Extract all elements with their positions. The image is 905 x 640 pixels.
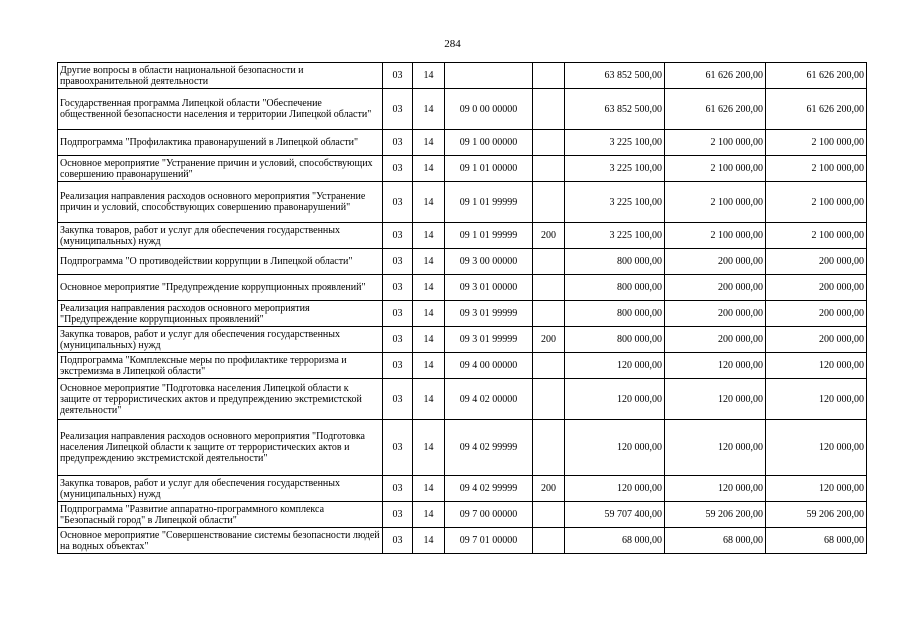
row-amount-3: 68 000,00: [766, 528, 867, 554]
row-amount-3: 2 100 000,00: [766, 130, 867, 156]
row-amount-1: 120 000,00: [565, 476, 665, 502]
row-section: 03: [383, 223, 413, 249]
row-subsection: 14: [413, 223, 445, 249]
row-section: 03: [383, 528, 413, 554]
row-subsection: 14: [413, 130, 445, 156]
row-target-article: 09 4 02 00000: [445, 379, 533, 420]
row-target-article: 09 7 01 00000: [445, 528, 533, 554]
row-amount-2: 200 000,00: [665, 301, 766, 327]
row-name: Основное мероприятие "Устранение причин и условий, способствующих совершению правонарушений": [58, 156, 383, 182]
table-row: [58, 379, 867, 420]
row-subsection: 14: [413, 182, 445, 223]
row-name: Реализация направления расходов основного мероприятия "Подготовка населения Липецкой области к защите от террористических актов и предупреждению экстремистской деятельности": [58, 420, 383, 476]
row-amount-1: 800 000,00: [565, 301, 665, 327]
row-section: 03: [383, 249, 413, 275]
row-subsection: 14: [413, 249, 445, 275]
row-section: 03: [383, 502, 413, 528]
row-target-article: 09 7 00 00000: [445, 502, 533, 528]
row-name: Реализация направления расходов основного мероприятия "Предупреждение коррупционных проявлений": [58, 301, 383, 327]
row-expense-type: [533, 420, 565, 476]
row-amount-1: 3 225 100,00: [565, 182, 665, 223]
row-section: 03: [383, 275, 413, 301]
row-subsection: 14: [413, 63, 445, 89]
row-expense-type: [533, 353, 565, 379]
table-row: [58, 89, 867, 130]
row-expense-type: 200: [533, 327, 565, 353]
row-name: Основное мероприятие "Подготовка населения Липецкой области к защите от террористических актов и предупреждению экстремистской деятельности": [58, 379, 383, 420]
row-expense-type: [533, 379, 565, 420]
row-expense-type: [533, 63, 565, 89]
row-target-article: 09 3 01 99999: [445, 301, 533, 327]
row-amount-1: 3 225 100,00: [565, 223, 665, 249]
row-amount-3: 200 000,00: [766, 301, 867, 327]
table-body: [58, 63, 867, 554]
row-name: Закупка товаров, работ и услуг для обеспечения государственных (муниципальных) нужд: [58, 327, 383, 353]
row-expense-type: [533, 249, 565, 275]
row-subsection: 14: [413, 420, 445, 476]
row-section: 03: [383, 476, 413, 502]
row-target-article: 09 0 00 00000: [445, 89, 533, 130]
row-section: 03: [383, 182, 413, 223]
row-amount-1: 120 000,00: [565, 379, 665, 420]
row-amount-2: 68 000,00: [665, 528, 766, 554]
row-expense-type: [533, 502, 565, 528]
row-target-article: [445, 63, 533, 89]
table-row: [58, 223, 867, 249]
row-amount-3: 2 100 000,00: [766, 156, 867, 182]
row-amount-3: 59 206 200,00: [766, 502, 867, 528]
row-amount-1: 120 000,00: [565, 353, 665, 379]
row-name: Основное мероприятие "Совершенствование системы безопасности людей на водных объектах": [58, 528, 383, 554]
row-expense-type: [533, 528, 565, 554]
table-row: [58, 301, 867, 327]
table-row: [58, 502, 867, 528]
row-amount-3: 2 100 000,00: [766, 182, 867, 223]
row-amount-2: 2 100 000,00: [665, 223, 766, 249]
table-row: [58, 182, 867, 223]
row-amount-3: 200 000,00: [766, 249, 867, 275]
row-amount-1: 63 852 500,00: [565, 63, 665, 89]
row-target-article: 09 4 00 00000: [445, 353, 533, 379]
row-name: Другие вопросы в области национальной безопасности и правоохранительной деятельности: [58, 63, 383, 89]
table-row: [58, 249, 867, 275]
row-subsection: 14: [413, 156, 445, 182]
row-section: 03: [383, 379, 413, 420]
row-amount-2: 59 206 200,00: [665, 502, 766, 528]
row-subsection: 14: [413, 301, 445, 327]
row-section: 03: [383, 130, 413, 156]
row-expense-type: [533, 130, 565, 156]
row-amount-3: 200 000,00: [766, 275, 867, 301]
row-amount-1: 3 225 100,00: [565, 156, 665, 182]
row-expense-type: [533, 275, 565, 301]
row-amount-3: 120 000,00: [766, 476, 867, 502]
row-target-article: 09 1 01 00000: [445, 156, 533, 182]
row-amount-3: 61 626 200,00: [766, 63, 867, 89]
table-row: [58, 275, 867, 301]
row-name: Закупка товаров, работ и услуг для обеспечения государственных (муниципальных) нужд: [58, 476, 383, 502]
row-name: Государственная программа Липецкой области "Обеспечение общественной безопасности населения и территории Липецкой области": [58, 89, 383, 130]
row-section: 03: [383, 301, 413, 327]
row-section: 03: [383, 156, 413, 182]
row-expense-type: [533, 89, 565, 130]
row-amount-3: 200 000,00: [766, 327, 867, 353]
row-name: Основное мероприятие "Предупреждение коррупционных проявлений": [58, 275, 383, 301]
row-section: 03: [383, 353, 413, 379]
row-amount-2: 2 100 000,00: [665, 156, 766, 182]
row-amount-1: 63 852 500,00: [565, 89, 665, 130]
row-expense-type: [533, 182, 565, 223]
table-row: [58, 327, 867, 353]
row-name: Закупка товаров, работ и услуг для обеспечения государственных (муниципальных) нужд: [58, 223, 383, 249]
row-expense-type: [533, 156, 565, 182]
row-expense-type: 200: [533, 476, 565, 502]
row-section: 03: [383, 89, 413, 130]
row-amount-3: 120 000,00: [766, 379, 867, 420]
table-row: [58, 420, 867, 476]
row-amount-1: 120 000,00: [565, 420, 665, 476]
row-name: Реализация направления расходов основного мероприятия "Устранение причин и условий, способствующих совершению правонарушений": [58, 182, 383, 223]
row-target-article: 09 3 00 00000: [445, 249, 533, 275]
row-amount-3: 120 000,00: [766, 353, 867, 379]
row-amount-2: 120 000,00: [665, 353, 766, 379]
row-amount-2: 61 626 200,00: [665, 63, 766, 89]
row-subsection: 14: [413, 353, 445, 379]
row-amount-2: 120 000,00: [665, 420, 766, 476]
row-target-article: 09 4 02 99999: [445, 420, 533, 476]
row-target-article: 09 4 02 99999: [445, 476, 533, 502]
row-amount-2: 200 000,00: [665, 275, 766, 301]
row-amount-2: 2 100 000,00: [665, 182, 766, 223]
table-row: [58, 528, 867, 554]
row-amount-3: 2 100 000,00: [766, 223, 867, 249]
page-number: 284: [444, 38, 461, 50]
table-row: [58, 353, 867, 379]
row-target-article: 09 1 00 00000: [445, 130, 533, 156]
row-amount-3: 120 000,00: [766, 420, 867, 476]
row-section: 03: [383, 420, 413, 476]
row-subsection: 14: [413, 89, 445, 130]
row-amount-2: 2 100 000,00: [665, 130, 766, 156]
table-row: [58, 130, 867, 156]
row-amount-1: 800 000,00: [565, 275, 665, 301]
row-expense-type: 200: [533, 223, 565, 249]
row-amount-2: 200 000,00: [665, 327, 766, 353]
row-amount-2: 120 000,00: [665, 476, 766, 502]
row-target-article: 09 3 01 00000: [445, 275, 533, 301]
row-amount-2: 120 000,00: [665, 379, 766, 420]
row-section: 03: [383, 63, 413, 89]
row-subsection: 14: [413, 275, 445, 301]
row-subsection: 14: [413, 379, 445, 420]
row-name: Подпрограмма "Комплексные меры по профилактике терроризма и экстремизма в Липецкой области": [58, 353, 383, 379]
row-expense-type: [533, 301, 565, 327]
row-amount-1: 59 707 400,00: [565, 502, 665, 528]
row-amount-1: 800 000,00: [565, 327, 665, 353]
row-target-article: 09 1 01 99999: [445, 223, 533, 249]
row-subsection: 14: [413, 476, 445, 502]
row-target-article: 09 1 01 99999: [445, 182, 533, 223]
row-amount-3: 61 626 200,00: [766, 89, 867, 130]
row-subsection: 14: [413, 327, 445, 353]
row-name: Подпрограмма "Профилактика правонарушений в Липецкой области": [58, 130, 383, 156]
budget-table: [57, 62, 867, 554]
row-amount-2: 200 000,00: [665, 249, 766, 275]
row-amount-1: 800 000,00: [565, 249, 665, 275]
table-row: [58, 476, 867, 502]
row-amount-2: 61 626 200,00: [665, 89, 766, 130]
table-row: [58, 63, 867, 89]
row-subsection: 14: [413, 528, 445, 554]
row-subsection: 14: [413, 502, 445, 528]
row-name: Подпрограмма "О противодействии коррупции в Липецкой области": [58, 249, 383, 275]
row-amount-1: 3 225 100,00: [565, 130, 665, 156]
table-row: [58, 156, 867, 182]
row-name: Подпрограмма "Развитие аппаратно-программного комплекса "Безопасный город" в Липецкой области": [58, 502, 383, 528]
row-target-article: 09 3 01 99999: [445, 327, 533, 353]
row-amount-1: 68 000,00: [565, 528, 665, 554]
row-section: 03: [383, 327, 413, 353]
